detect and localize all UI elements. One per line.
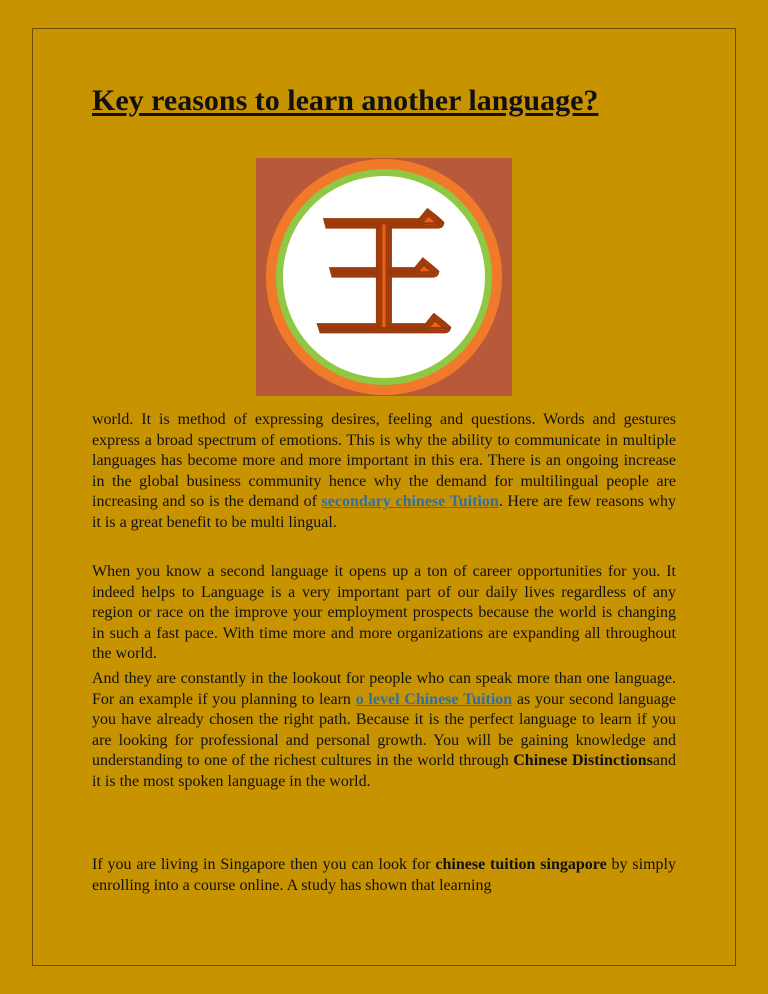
paragraph-3: [92, 669, 676, 792]
o-level-chinese-tuition-link[interactable]: o level Chinese Tuition: [355, 690, 513, 708]
paragraph-3-text-end: and it is the most spoken language in the world.: [92, 752, 676, 790]
chinese-tuition-singapore-bold: chinese tuition singapore: [435, 856, 607, 873]
chinese-distinctions-bold: Chinese Distinctions: [513, 752, 653, 769]
paragraph-3-text-mid: as your second language you have already chosen the right path. Because it is the perfect language to learn if you are looking for professional and personal growth. You will be gaining knowledge and understanding to one of the richest cultures in the world through: [92, 690, 677, 769]
paragraph-3-text: And they are constantly in the lookout for people who can speak more than one language. For an example if you planning to learn: [92, 670, 676, 708]
paragraph-1-text-end: . Here are few reasons why it is a great benefit to be multi lingual.: [92, 493, 677, 531]
paragraph-4: [92, 855, 676, 896]
paragraph-4-text-end: by simply enrolling into a course online. A study has shown that learning: [92, 856, 676, 894]
logo-glyph: 王: [313, 196, 455, 360]
secondary-chinese-tuition-link[interactable]: secondary chinese Tuition: [321, 493, 499, 510]
chinese-character-logo: [256, 158, 512, 396]
paragraph-2: [92, 562, 676, 665]
paragraph-1: [92, 410, 676, 533]
paragraph-1-text: world. It is method of expressing desires, feeling and questions. Words and gestures express a broad spectrum of emotions. This is why the ability to communicate in multiple languages has become more and more important in this era. There is an ongoing increase in the global business community hence why the demand for multilingual people are increasing and so is the demand of: [92, 411, 676, 510]
page-title: Key reasons to learn another language?: [92, 84, 599, 117]
paragraph-4-text: If you are living in Singapore then you can look for: [92, 856, 436, 873]
paragraph-2-text: When you know a second language it opens up a ton of career opportunities for you. It indeed helps to Language is a very important part of our daily lives regardless of any region or race on the improve your employment prospects because the world is changing in such a fast pace. With time more and more organizations are expanding all throughout the world.: [92, 563, 676, 662]
